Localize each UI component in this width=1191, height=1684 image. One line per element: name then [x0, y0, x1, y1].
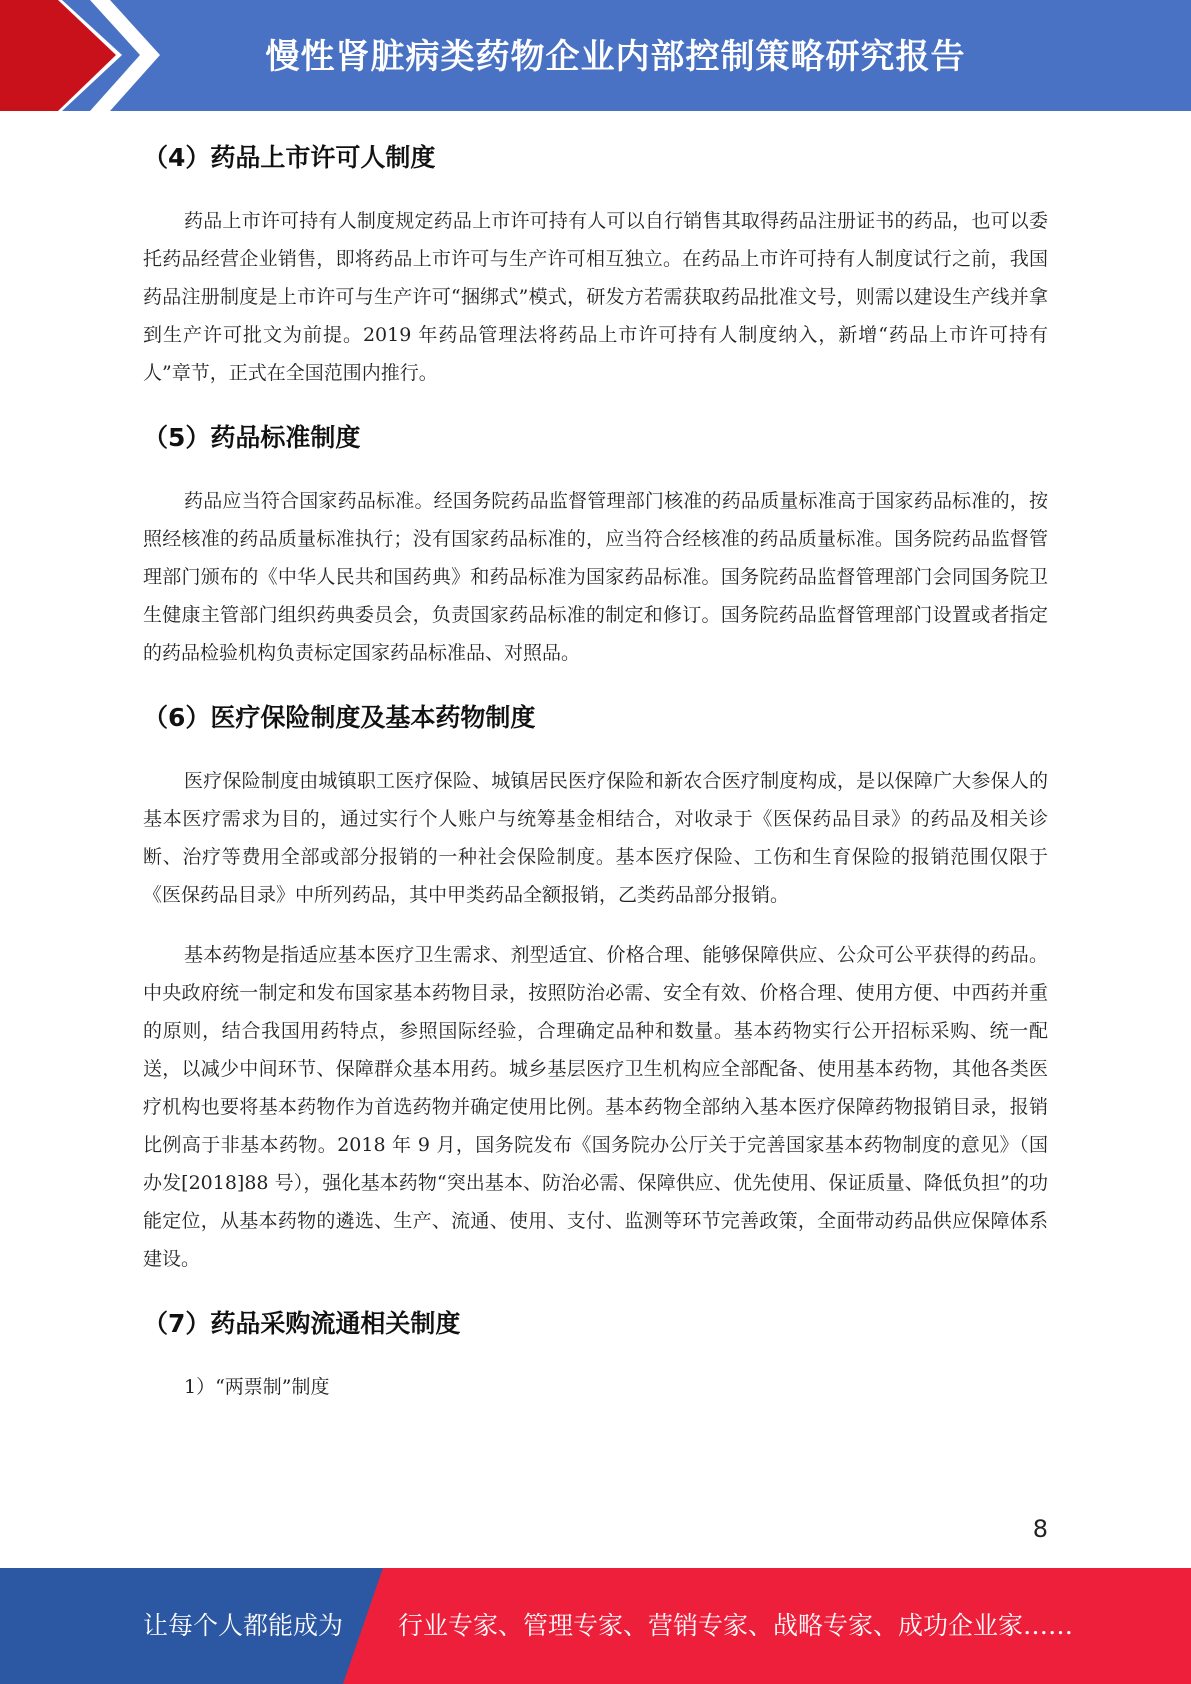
page-number: 8 [1032, 1515, 1048, 1543]
document-body [143, 112, 1048, 1406]
paragraph: 药品上市许可持有人制度规定药品上市许可持有人可以自行销售其取得药品注册证书的药品，也可以委托药品经营企业销售，即将药品上市许可与生产许可相互独立。在药品上市许可持有人制度试行之前，我国药品注册制度是上市许可与生产许可“捆绑式”模式，研发方若需获取药品批准文号，则需以建设生产线并拿到生产许可批文为前提。2019 年药品管理法将药品上市许可持有人制度纳入，新增“药品上市许可持有人”章节，正式在全国范围内推行。 [143, 210, 1048, 384]
page-footer [0, 1568, 1191, 1684]
chevron-arrow-icon [0, 0, 160, 111]
sub-item: 1）“两票制”制度 [184, 1376, 330, 1398]
footer-slogan-left: 让每个人都能成为 [143, 1611, 344, 1640]
paragraph: 基本药物是指适应基本医疗卫生需求、剂型适宜、价格合理、能够保障供应、公众可公平获得的药品。中央政府统一制定和发布国家基本药物目录，按照防治必需、安全有效、价格合理、使用方便、中西药并重的原则，结合我国用药特点，参照国际经验，合理确定品种和数量。基本药物实行公开招标采购、统一配送，以减少中间环节、保障群众基本用药。城乡基层医疗卫生机构应全部配备、使用基本药物，其他各类医疗机构也要将基本药物作为首选药物并确定使用比例。基本药物全部纳入基本医疗保障药物报销目录，报销比例高于非基本药物。2018 年 9 月，国务院发布《国务院办公厅关于完善国家基本药物制度的意见》（国办发[2018]88 号），强化基本药物“突出基本、防治必需、保障供应、优先使用、保证质量、降低负担”的功能定位，从基本药物的遴选、生产、流通、使用、支付、监测等环节完善政策，全面带动药品供应保障体系建设。 [143, 944, 1048, 1270]
section-heading: （6）医疗保险制度及基本药物制度 [143, 703, 536, 732]
section-heading: （5）药品标准制度 [143, 423, 361, 452]
page-header [0, 0, 1191, 111]
section-heading: （4）药品上市许可人制度 [143, 143, 436, 172]
paragraph: 药品应当符合国家药品标准。经国务院药品监督管理部门核准的药品质量标准高于国家药品标准的，按照经核准的药品质量标准执行；没有国家药品标准的，应当符合经核准的药品质量标准。国务院药品监督管理部门颁布的《中华人民共和国药典》和药品标准为国家药品标准。国务院药品监督管理部门会同国务院卫生健康主管部门组织药典委员会，负责国家药品标准的制定和修订。国务院药品监督管理部门设置或者指定的药品检验机构负责标定国家药品标准品、对照品。 [143, 490, 1048, 664]
report-title: 慢性肾脏病类药物企业内部控制策略研究报告 [265, 36, 966, 77]
paragraph: 医疗保险制度由城镇职工医疗保险、城镇居民医疗保险和新农合医疗制度构成，是以保障广大参保人的基本医疗需求为目的，通过实行个人账户与统筹基金相结合，对收录于《医保药品目录》的药品及相关诊断、治疗等费用全部或部分报销的一种社会保险制度。基本医疗保险、工伤和生育保险的报销范围仅限于《医保药品目录》中所列药品，其中甲类药品全额报销，乙类药品部分报销。 [143, 770, 1048, 906]
section-heading: （7）药品采购流通相关制度 [143, 1309, 461, 1338]
footer-slogan-right: 行业专家、管理专家、营销专家、战略专家、成功企业家…… [398, 1611, 1074, 1640]
